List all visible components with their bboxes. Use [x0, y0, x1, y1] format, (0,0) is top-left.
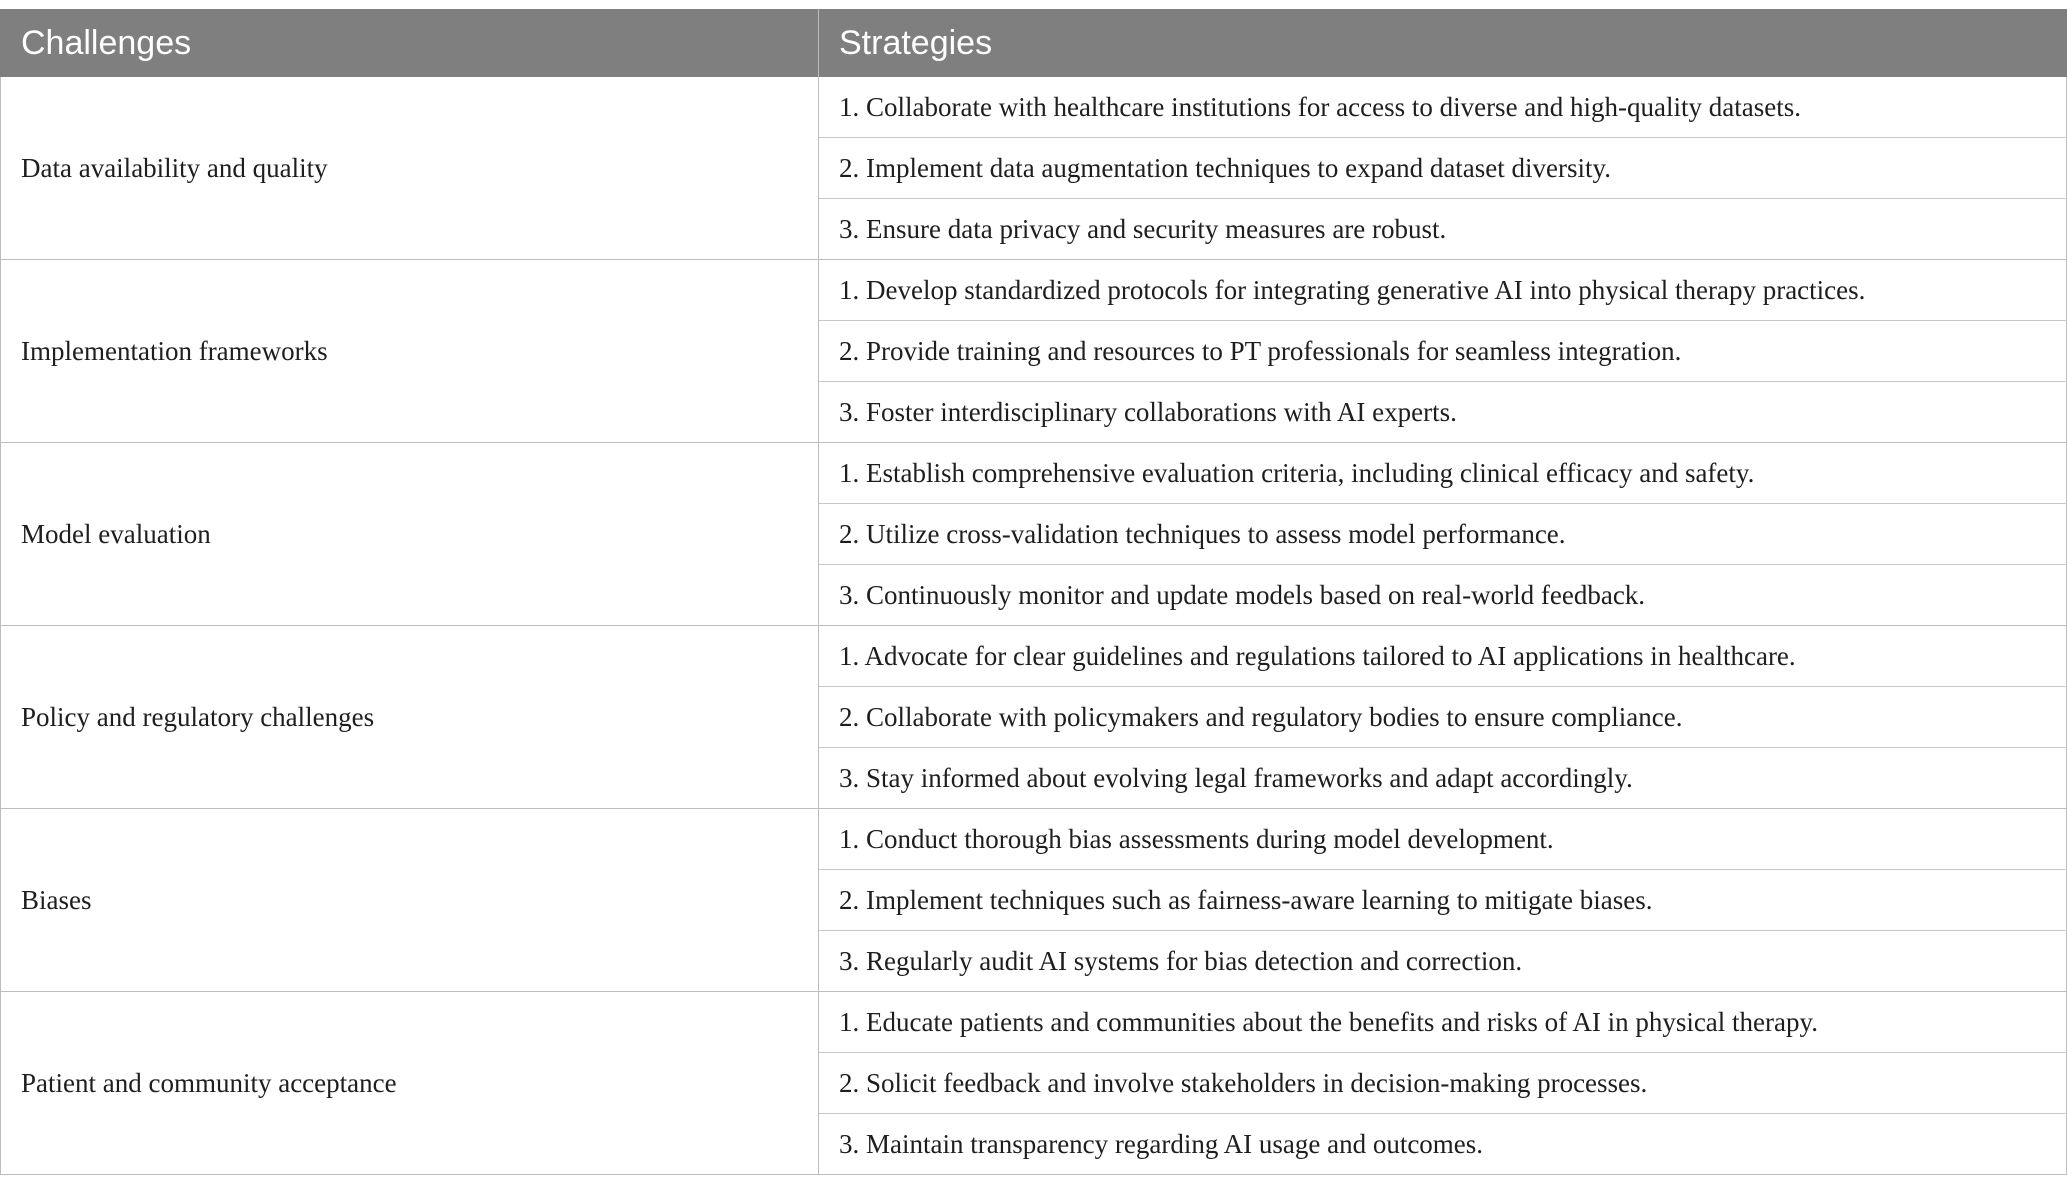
- challenge-cell: Implementation frameworks: [1, 260, 819, 443]
- challenges-strategies-table: [0, 9, 2067, 1175]
- strategy-cell: 2. Solicit feedback and involve stakeholders in decision-making processes.: [819, 1053, 2067, 1114]
- strategy-cell: 2. Collaborate with policymakers and regulatory bodies to ensure compliance.: [819, 687, 2067, 748]
- strategy-cell: 1. Educate patients and communities about the benefits and risks of AI in physical therapy.: [819, 992, 2067, 1053]
- strategy-cell: 1. Advocate for clear guidelines and regulations tailored to AI applications in healthcare.: [819, 626, 2067, 687]
- challenge-cell: Patient and community acceptance: [1, 992, 819, 1175]
- table-row: [1, 77, 2067, 138]
- strategy-cell: 2. Utilize cross-validation techniques to assess model performance.: [819, 504, 2067, 565]
- challenges-strategies-table-container: [0, 9, 2066, 1175]
- challenge-cell: Model evaluation: [1, 443, 819, 626]
- header-strategies: Strategies: [819, 9, 2067, 77]
- strategy-cell: 3. Stay informed about evolving legal frameworks and adapt accordingly.: [819, 748, 2067, 809]
- header-row: [1, 9, 2067, 77]
- strategy-cell: 1. Collaborate with healthcare institutions for access to diverse and high-quality datasets.: [819, 77, 2067, 138]
- strategy-cell: 3. Maintain transparency regarding AI usage and outcomes.: [819, 1114, 2067, 1175]
- challenge-cell: Data availability and quality: [1, 77, 819, 260]
- strategy-cell: 3. Ensure data privacy and security measures are robust.: [819, 199, 2067, 260]
- table-row: [1, 260, 2067, 321]
- strategy-cell: 1. Conduct thorough bias assessments during model development.: [819, 809, 2067, 870]
- challenge-cell: Policy and regulatory challenges: [1, 626, 819, 809]
- challenge-cell: Biases: [1, 809, 819, 992]
- strategy-cell: 3. Foster interdisciplinary collaborations with AI experts.: [819, 382, 2067, 443]
- strategy-cell: 2. Implement techniques such as fairness-aware learning to mitigate biases.: [819, 870, 2067, 931]
- strategy-cell: 3. Continuously monitor and update models based on real-world feedback.: [819, 565, 2067, 626]
- table-row: [1, 992, 2067, 1053]
- table-row: [1, 809, 2067, 870]
- table-row: [1, 626, 2067, 687]
- table-body: [1, 77, 2067, 1175]
- table-row: [1, 443, 2067, 504]
- header-challenges: Challenges: [1, 9, 819, 77]
- strategy-cell: 2. Provide training and resources to PT professionals for seamless integration.: [819, 321, 2067, 382]
- strategy-cell: 1. Establish comprehensive evaluation criteria, including clinical efficacy and safety.: [819, 443, 2067, 504]
- strategy-cell: 3. Regularly audit AI systems for bias detection and correction.: [819, 931, 2067, 992]
- strategy-cell: 2. Implement data augmentation techniques to expand dataset diversity.: [819, 138, 2067, 199]
- strategy-cell: 1. Develop standardized protocols for integrating generative AI into physical therapy practices.: [819, 260, 2067, 321]
- table-header: [1, 9, 2067, 77]
